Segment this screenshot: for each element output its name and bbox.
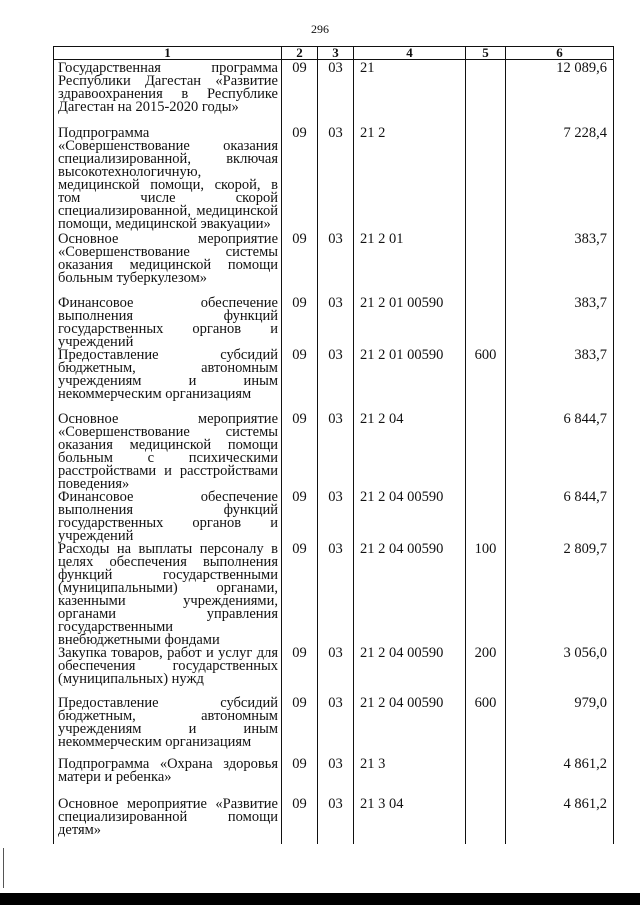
row-name: Основное мероприятие «Совершенствование системы оказания медицинской помощи больным туберкулезом» [54,233,282,297]
header-col-6: 6 [506,47,614,60]
table-header-row [54,47,614,60]
header-col-2: 2 [282,47,318,60]
row-target-code: 21 3 [354,758,466,798]
row-target-code: 21 2 04 00590 [354,543,466,647]
row-subsection: 03 [318,127,354,233]
header-col-5: 5 [466,47,506,60]
row-section: 09 [282,543,318,647]
table-row [54,233,614,297]
row-amount: 979,0 [506,697,614,758]
scan-artifact-left [3,848,4,888]
row-section: 09 [282,297,318,349]
row-section: 09 [282,413,318,491]
row-target-code: 21 2 01 00590 [354,297,466,349]
row-section: 09 [282,491,318,543]
row-target-code: 21 2 04 00590 [354,647,466,697]
row-expense-type [466,758,506,798]
scan-bottom-edge [0,893,640,905]
row-target-code: 21 2 04 [354,413,466,491]
row-amount: 383,7 [506,297,614,349]
row-target-code: 21 2 01 [354,233,466,297]
row-target-code: 21 2 04 00590 [354,491,466,543]
row-expense-type: 100 [466,543,506,647]
row-target-code: 21 3 04 [354,798,466,844]
table-row [54,758,614,798]
page-number: 296 [311,22,329,36]
row-expense-type [466,491,506,543]
header-col-3: 3 [318,47,354,60]
table-row [54,543,614,647]
row-expense-type [466,297,506,349]
header-col-4: 4 [354,47,466,60]
row-subsection: 03 [318,349,354,413]
row-subsection: 03 [318,297,354,349]
row-name: Подпрограмма «Охрана здоровья матери и ребенка» [54,758,282,798]
table-row [54,60,614,127]
row-amount: 383,7 [506,233,614,297]
table-row [54,491,614,543]
row-amount: 7 228,4 [506,127,614,233]
row-amount: 3 056,0 [506,647,614,697]
row-section: 09 [282,798,318,844]
row-subsection: 03 [318,413,354,491]
table-row [54,798,614,844]
table-row [54,349,614,413]
row-expense-type [466,60,506,127]
header-col-1: 1 [54,47,282,60]
row-amount: 6 844,7 [506,491,614,543]
row-section: 09 [282,758,318,798]
row-target-code: 21 2 04 00590 [354,697,466,758]
row-subsection: 03 [318,798,354,844]
row-subsection: 03 [318,697,354,758]
row-section: 09 [282,233,318,297]
row-expense-type [466,413,506,491]
row-expense-type [466,127,506,233]
row-target-code: 21 2 01 00590 [354,349,466,413]
table-row [54,297,614,349]
row-amount: 6 844,7 [506,413,614,491]
row-amount: 12 089,6 [506,60,614,127]
row-expense-type: 600 [466,349,506,413]
row-subsection: 03 [318,491,354,543]
row-section: 09 [282,127,318,233]
row-name: Основное мероприятие «Совершенствование системы оказания медицинской помощи больным с психическими расстройствами и расстройствами поведения» [54,413,282,491]
row-amount: 383,7 [506,349,614,413]
table-row [54,647,614,697]
row-amount: 4 861,2 [506,758,614,798]
budget-table [53,46,614,844]
row-section: 09 [282,697,318,758]
row-name: Государственная программа Республики Дагестан «Развитие здравоохранения в Республике Дагестан на 2015-2020 годы» [54,60,282,127]
row-amount: 4 861,2 [506,798,614,844]
row-amount: 2 809,7 [506,543,614,647]
row-name: Финансовое обеспечение выполнения функций государственных органов и учреждений [54,297,282,349]
row-expense-type [466,233,506,297]
table-row [54,413,614,491]
row-section: 09 [282,60,318,127]
row-subsection: 03 [318,233,354,297]
row-subsection: 03 [318,647,354,697]
row-subsection: 03 [318,543,354,647]
row-name: Предоставление субсидий бюджетным, автономным учреждениям и иным некоммерческим организациям [54,697,282,758]
row-name: Подпрограмма «Совершенствование оказания специализированной, включая высокотехнологичную, медицинской помощи, скорой, в том числе скорой специализированной, медицинской помощи, медицинской эвакуации» [54,127,282,233]
row-name: Финансовое обеспечение выполнения функций государственных органов и учреждений [54,491,282,543]
row-name: Закупка товаров, работ и услуг для обеспечения государственных (муниципальных) нужд [54,647,282,697]
table-row [54,697,614,758]
row-section: 09 [282,349,318,413]
row-expense-type: 200 [466,647,506,697]
row-name: Расходы на выплаты персоналу в целях обеспечения выполнения функций государственными (муниципальными) органами, казенными учреждениями, органами управления государственными внебюджетными фондами [54,543,282,647]
row-expense-type [466,798,506,844]
row-name: Предоставление субсидий бюджетным, автономным учреждениям и иным некоммерческим организациям [54,349,282,413]
row-subsection: 03 [318,60,354,127]
row-section: 09 [282,647,318,697]
row-target-code: 21 2 [354,127,466,233]
row-subsection: 03 [318,758,354,798]
row-name: Основное мероприятие «Развитие специализированной помощи детям» [54,798,282,844]
row-expense-type: 600 [466,697,506,758]
row-target-code: 21 [354,60,466,127]
table-row [54,127,614,233]
